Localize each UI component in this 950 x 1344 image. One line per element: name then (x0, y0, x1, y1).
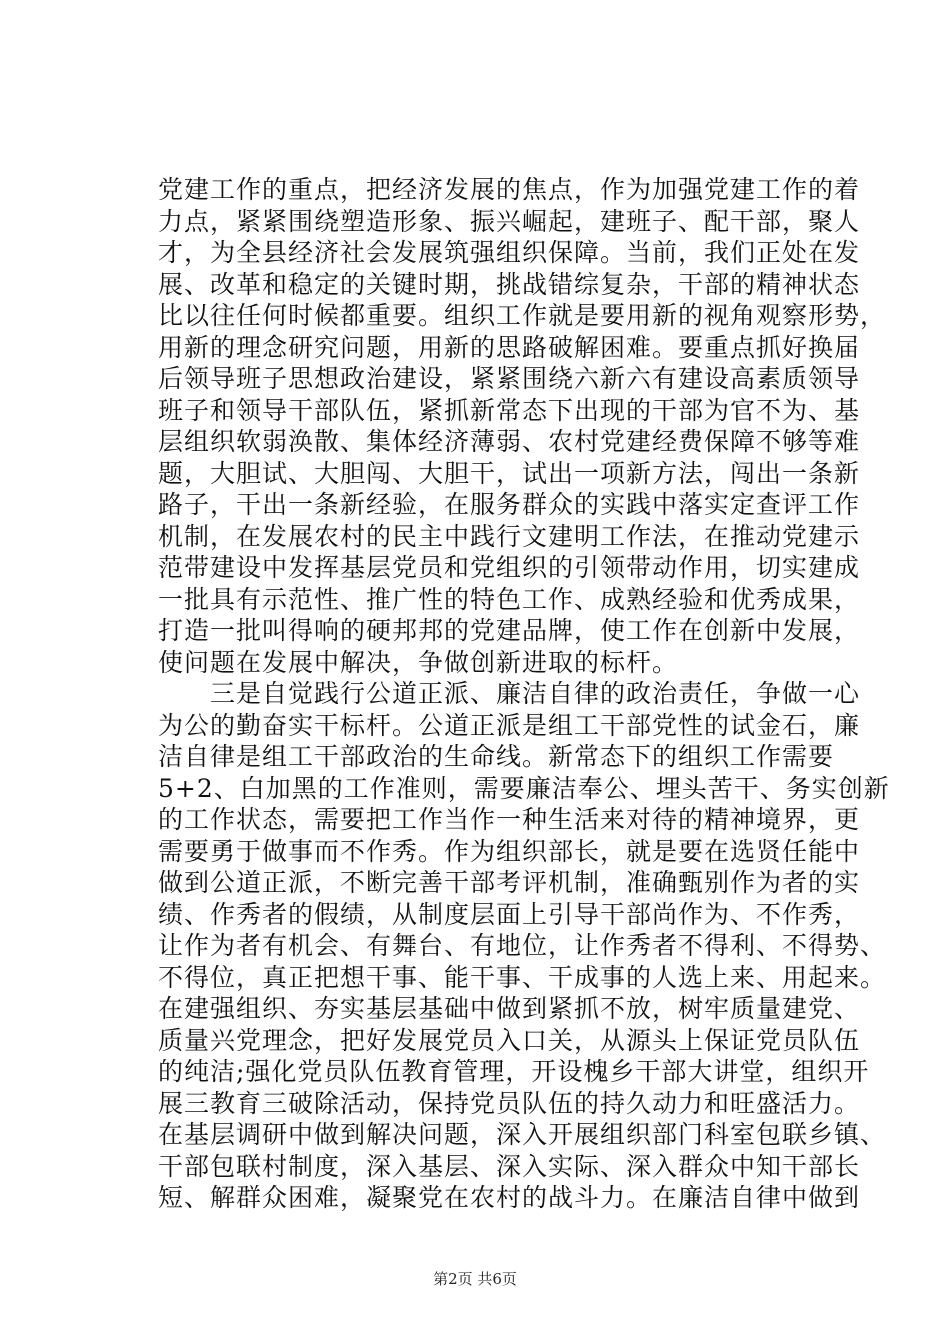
text-line: 绩、作秀者的假绩，从制度层面上引导干部尚作为、不作秀， (158, 899, 861, 929)
text-line: 层组织软弱涣散、集体经济薄弱、农村党建经费保障不够等难 (158, 427, 861, 456)
page-footer: 第2页 共6页 (433, 1270, 517, 1288)
text-line: 在建强组织、夯实基层基础中做到紧抓不放，树牢质量建党、 (158, 994, 861, 1023)
text-line: 一批具有示范性、推广性的特色工作、成熟经验和优秀成果， (158, 584, 861, 614)
text-line: 党建工作的重点，把经济发展的焦点，作为加强党建工作的着 (158, 175, 861, 204)
text-line: 力点，紧紧围绕塑造形象、振兴崛起，建班子、配干部，聚人 (158, 206, 861, 236)
text-line: 的工作状态，需要把工作当作一种生活来对待的精神境界，更 (158, 805, 861, 834)
text-line: 比以往任何时候都重要。组织工作就是要用新的视角观察形势， (158, 301, 887, 330)
text-line: 让作为者有机会、有舞台、有地位，让作秀者不得利、不得势、 (158, 931, 887, 960)
text-line: 需要勇于做事而不作秀。作为组织部长，就是要在选贤任能中 (158, 836, 861, 866)
text-line: 做到公道正派，不断完善干部考评机制，准确甄别作为者的实 (158, 868, 861, 897)
text-line: 机制，在发展农村的民主中践行文建明工作法，在推动党建示 (158, 521, 861, 551)
text-line: 用新的理念研究问题，用新的思路破解困难。要重点抓好换届 (158, 332, 861, 362)
text-line: 5+2、白加黑的工作准则，需要廉洁奉公、埋头苦干、务实创新 (158, 773, 890, 803)
text-line: 洁自律是组工干部政治的生命线。新常态下的组织工作需要 (158, 742, 835, 771)
text-line: 在基层调研中做到解决问题，深入开展组织部门科室包联乡镇、 (158, 1120, 887, 1149)
text-line: 展、改革和稳定的关键时期，挑战错综复杂，干部的精神状态 (158, 269, 861, 299)
text-line: 范带建设中发挥基层党员和党组织的引领带动作用，切实建成 (158, 553, 861, 582)
document-body (158, 174, 890, 1214)
text-line: 不得位，真正把想干事、能干事、干成事的人选上来、用起来。 (158, 962, 887, 992)
text-line: 使问题在发展中解决，争做创新进取的标杆。 (158, 647, 679, 677)
text-line: 后领导班子思想政治建设，紧紧围绕六新六有建设高素质领导 (158, 364, 861, 393)
text-line: 干部包联村制度，深入基层、深入实际、深入群众中知干部长 (158, 1151, 861, 1181)
text-line: 质量兴党理念，把好发展党员入口关，从源头上保证党员队伍 (158, 1025, 861, 1055)
text-line: 班子和领导干部队伍，紧抓新常态下出现的干部为官不为、基 (158, 395, 861, 425)
text-line: 三是自觉践行公道正派、廉洁自律的政治责任，争做一心 (158, 679, 861, 708)
text-line: 为公的勤奋实干标杆。公道正派是组工干部党性的试金石，廉 (158, 710, 861, 740)
text-line: 路子，干出一条新经验，在服务群众的实践中落实定查评工作 (158, 490, 861, 519)
text-line: 短、解群众困难，凝聚党在农村的战斗力。在廉洁自律中做到 (158, 1183, 861, 1212)
text-line: 题，大胆试、大胆闯、大胆干，试出一项新方法，闯出一条新 (158, 458, 861, 488)
text-line: 打造一批叫得响的硬邦邦的党建品牌，使工作在创新中发展， (158, 616, 861, 645)
text-line: 展三教育三破除活动，保持党员队伍的持久动力和旺盛活力。 (158, 1088, 861, 1118)
text-line: 的纯洁;强化党员队伍教育管理，开设槐乡干部大讲堂，组织开 (158, 1057, 870, 1086)
text-line: 才，为全县经济社会发展筑强组织保障。当前，我们正处在发 (158, 238, 861, 267)
